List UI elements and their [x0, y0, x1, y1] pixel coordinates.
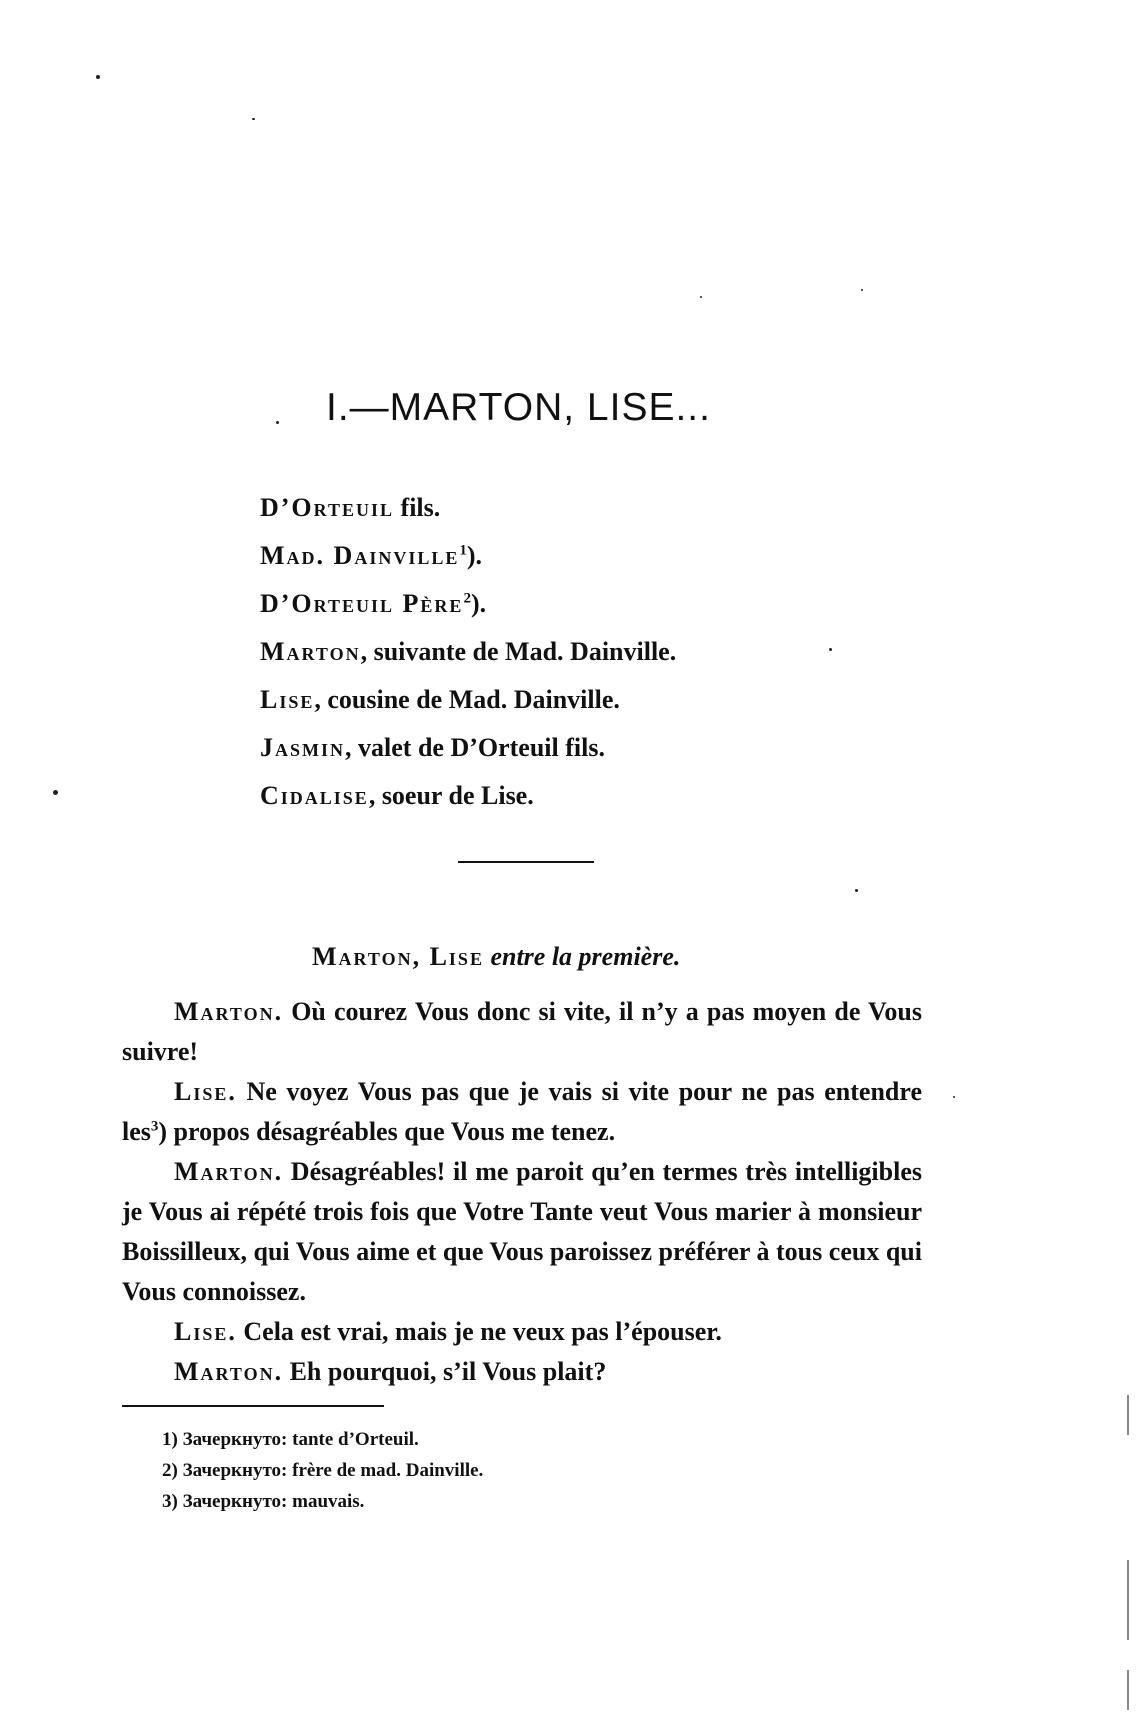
dialogue-line	[122, 1152, 922, 1312]
dialogue	[122, 992, 922, 1392]
scene-title: I.—MARTON, LISE...	[326, 386, 711, 429]
cast-name: Cidalise	[260, 781, 369, 810]
cast-description: , suivante de Mad. Dainville.	[360, 637, 677, 666]
speech-text: Cela est vrai, mais je ne veux pas l’épouser.	[236, 1317, 722, 1346]
scan-speck	[700, 296, 702, 298]
cast-item	[260, 628, 676, 676]
cast-description: ).	[470, 589, 487, 618]
scene-heading	[312, 942, 680, 972]
footnote-marker: 2	[463, 590, 471, 607]
footnote: 3) Зачеркнуто: mauvais.	[162, 1491, 365, 1512]
scan-edge-mark	[1127, 1670, 1129, 1710]
speaker-name: Marton.	[174, 1157, 284, 1186]
cast-name: D’Orteuil Père	[260, 589, 464, 618]
cast-item	[260, 724, 676, 772]
scan-speck	[276, 421, 279, 424]
footnote-marker: 3	[150, 1118, 159, 1135]
speaker-name: Lise.	[174, 1077, 237, 1106]
footnotes	[162, 1424, 483, 1517]
speech-text: Désagréables! il me paroit qu’en termes très intelligibles je Vous ai répété trois fois que Votre Tante veut Vous marier à monsieur Boissilleux, qui Vous aime et que Vous paroissez préférer à tous ceux qui Vous connoissez.	[122, 1157, 922, 1306]
footnote: 1) Зачеркнуто: tante d’Orteuil.	[162, 1429, 419, 1450]
scan-speck	[53, 790, 58, 795]
footnote-rule	[122, 1405, 384, 1407]
scan-speck	[861, 289, 863, 291]
speaker-name: Marton.	[174, 997, 284, 1026]
cast-description: ).	[466, 541, 483, 570]
scan-speck	[953, 1096, 955, 1098]
cast-item	[260, 772, 676, 820]
stage-direction: entre la première.	[490, 942, 681, 971]
cast-name: Marton	[260, 637, 361, 666]
cast-description: fils.	[394, 493, 441, 522]
scene-characters: Marton, Lise	[312, 942, 484, 971]
speech-text-continued: ) propos désagréables que Vous me tenez.	[158, 1117, 616, 1146]
speaker-name: Marton.	[174, 1357, 284, 1386]
dialogue-line	[122, 1072, 922, 1152]
cast-item	[260, 484, 676, 532]
speech-text: Eh pourquoi, s’il Vous plait?	[283, 1357, 607, 1386]
cast-name: D’Orteuil	[260, 493, 395, 522]
section-divider	[458, 861, 594, 863]
footnote-marker: 1	[459, 542, 467, 559]
scan-edge-mark	[1127, 1560, 1129, 1640]
cast-description: , valet de D’Orteuil fils.	[345, 733, 605, 762]
speech-text: Où courez Vous donc si vite, il n’y a pas moyen de Vous suivre!	[122, 997, 922, 1066]
cast-item	[260, 676, 676, 724]
cast-name: Mad. Dainville	[260, 541, 460, 570]
cast-item	[260, 532, 676, 580]
cast-name: Jasmin	[260, 733, 346, 762]
scan-speck	[855, 889, 858, 892]
cast-item	[260, 580, 676, 628]
scan-speck	[829, 648, 832, 651]
scan-speck	[96, 75, 100, 79]
dialogue-line	[122, 1352, 922, 1392]
cast-list	[260, 484, 676, 820]
cast-description: , soeur de Lise.	[368, 781, 534, 810]
dialogue-line	[122, 992, 922, 1072]
cast-name: Lise	[260, 685, 315, 714]
scan-edge-mark	[1127, 1395, 1129, 1435]
speaker-name: Lise.	[174, 1317, 237, 1346]
footnote: 2) Зачеркнуто: frère de mad. Dainville.	[162, 1460, 484, 1481]
cast-description: , cousine de Mad. Dainville.	[314, 685, 620, 714]
speech-text: Ne voyez Vous pas que je vais si vite pour ne pas entendre les	[122, 1077, 922, 1146]
dialogue-line	[122, 1312, 922, 1352]
scan-speck	[252, 118, 255, 120]
